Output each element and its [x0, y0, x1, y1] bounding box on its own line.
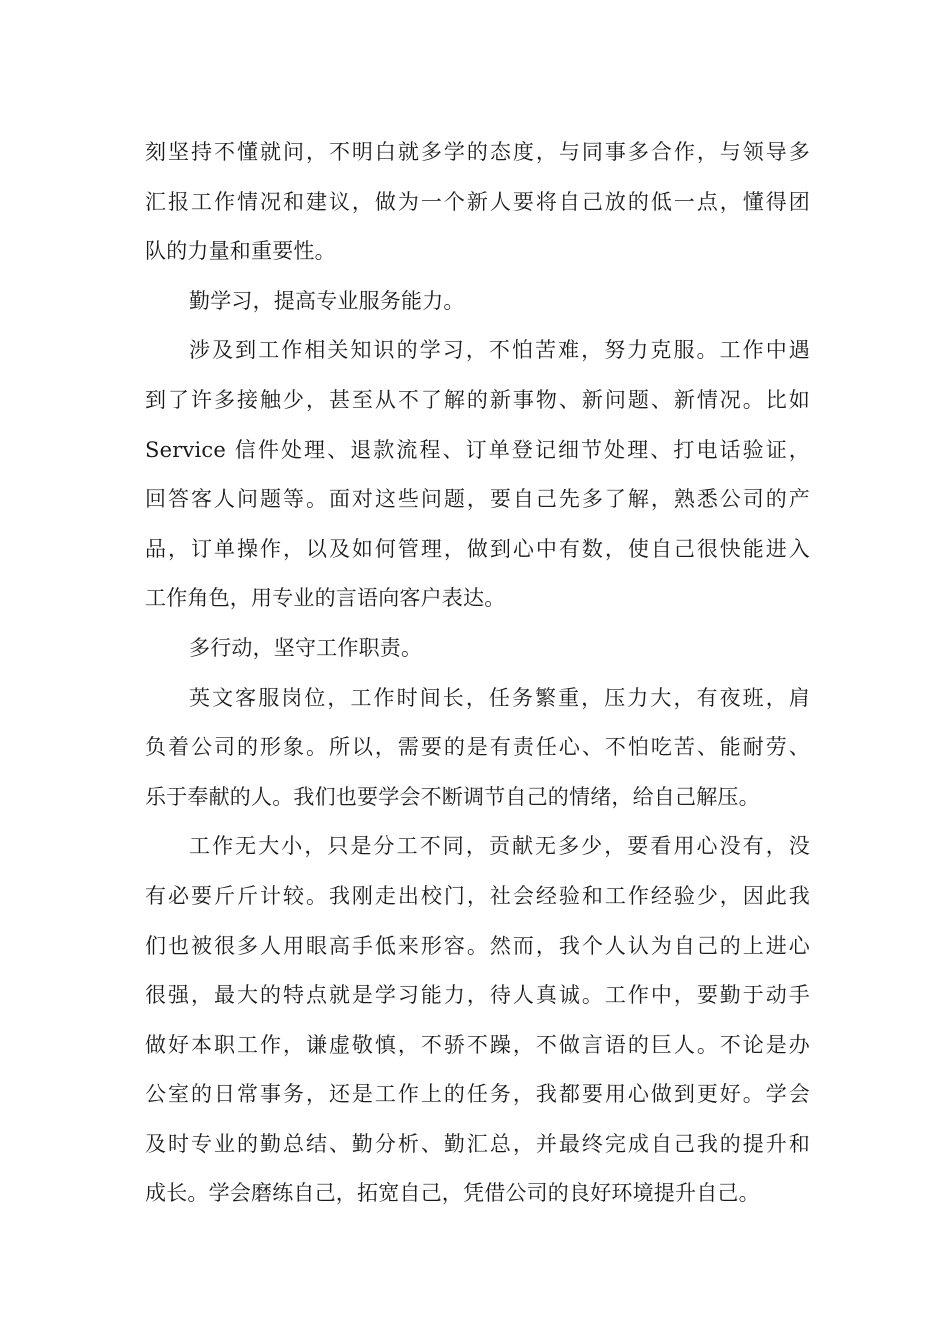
section-heading: 勤学习，提高专业服务能力。 — [189, 288, 465, 313]
text-line: 工作角色，用专业的言语向客户表达。 — [145, 586, 506, 611]
text-line: 有必要斤斤计较。我刚走出校门，社会经验和工作经验少，因此我 — [145, 883, 810, 908]
section-heading: 多行动，坚守工作职责。 — [189, 635, 423, 660]
text-line: 队的力量和重要性。 — [145, 239, 336, 264]
text-line: 负着公司的形象。所以，需要的是有责任心、不怕吃苦、能耐劳、 — [145, 735, 810, 760]
text-line: 工作无大小，只是分工不同，贡献无多少，要看用心没有，没 — [189, 834, 810, 859]
text-line: 英文客服岗位，工作时间长，任务繁重，压力大，有夜班，肩 — [189, 685, 810, 710]
text-line: 乐于奉献的人。我们也要学会不断调节自己的情绪，给自己解压。 — [145, 784, 760, 809]
text-line: 涉及到工作相关知识的学习，不怕苦难，努力克服。工作中遇 — [189, 338, 810, 363]
text-line: 及时专业的勤总结、勤分析、勤汇总，并最终完成自己我的提升和 — [145, 1131, 810, 1156]
text-line: 到了许多接触少，甚至从不了解的新事物、新问题、新情况。比如 — [145, 387, 810, 412]
text-line: 汇报工作情况和建议，做为一个新人要将自己放的低一点，懂得团 — [145, 189, 810, 214]
text-line: 成长。学会磨练自己，拓宽自己，凭借公司的良好环境提升自己。 — [145, 1181, 760, 1206]
text-line: Service 信件处理、退款流程、订单登记细节处理、打电话验证， — [145, 437, 810, 462]
text-line: 们也被很多人用眼高手低来形容。然而，我个人认为自己的上进心 — [145, 933, 810, 958]
document-body — [145, 128, 810, 1219]
text-line: 很强，最大的特点就是学习能力，待人真诚。工作中，要勤于动手 — [145, 983, 810, 1008]
text-line: 品，订单操作，以及如何管理，做到心中有数，使自己很快能进入 — [145, 536, 810, 561]
text-line: 刻坚持不懂就问，不明白就多学的态度，与同事多合作，与领导多 — [145, 140, 810, 164]
text-line: 做好本职工作，谦虚敬慎，不骄不躁，不做言语的巨人。不论是办 — [145, 1032, 810, 1057]
text-line: 回答客人问题等。面对这些问题，要自己先多了解，熟悉公司的产 — [145, 487, 810, 512]
text-line: 公室的日常事务，还是工作上的任务，我都要用心做到更好。学会 — [145, 1082, 810, 1107]
